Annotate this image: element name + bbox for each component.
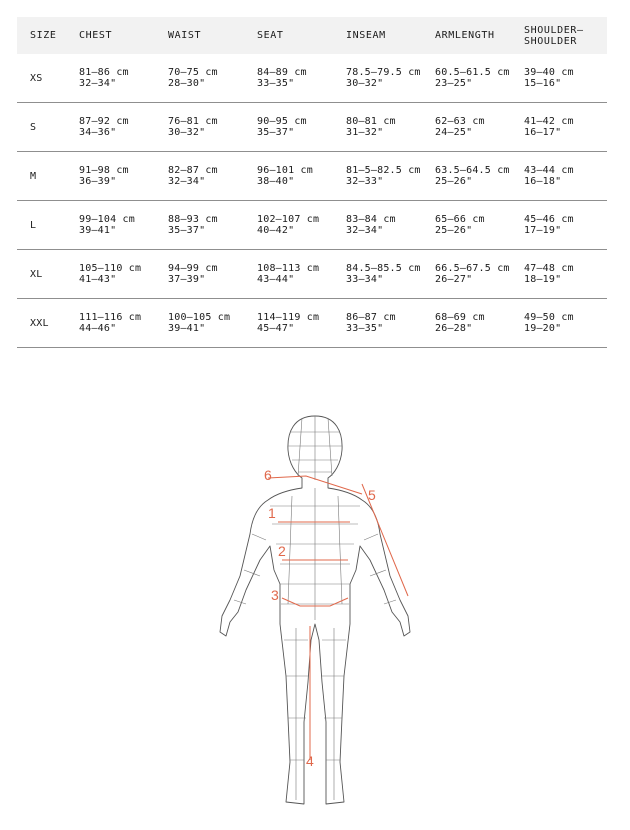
armlength-in: 25–26" xyxy=(435,176,473,187)
waist-cell xyxy=(168,54,218,102)
waist-cm: 100–105 cm xyxy=(168,312,231,323)
header-chest-label: CHEST xyxy=(79,30,113,41)
waist-cm: 88–93 cm xyxy=(168,214,218,225)
shoulder-cell xyxy=(524,103,574,151)
seat-in: 33–35" xyxy=(257,78,295,89)
size-cell xyxy=(30,250,42,298)
waist-cell xyxy=(168,152,218,200)
armlength-cm: 62–63 cm xyxy=(435,116,485,127)
size-chart-table xyxy=(17,17,607,348)
seat-in: 35–37" xyxy=(257,127,295,138)
chest-cm: 81–86 cm xyxy=(79,67,129,78)
chest-cm: 99–104 cm xyxy=(79,214,135,225)
table-row xyxy=(17,299,607,348)
chest-cell xyxy=(79,54,129,102)
header-armlength-label: ARMLENGTH xyxy=(435,30,495,41)
shoulder-cell xyxy=(524,201,574,249)
seat-in: 38–40" xyxy=(257,176,295,187)
chest-cell xyxy=(79,152,129,200)
header-shoulder xyxy=(524,17,584,54)
chest-cell xyxy=(79,299,141,347)
table-row xyxy=(17,201,607,250)
chest-cm: 105–110 cm xyxy=(79,263,142,274)
chest-in: 36–39" xyxy=(79,176,117,187)
waist-in: 32–34" xyxy=(168,176,206,187)
seat-in: 40–42" xyxy=(257,225,295,236)
shoulder-cell xyxy=(524,250,574,298)
chest-cm: 91–98 cm xyxy=(79,165,129,176)
armlength-cell xyxy=(435,201,485,249)
inseam-cell xyxy=(346,152,421,200)
header-shoulder-label-line2: SHOULDER xyxy=(524,35,577,47)
header-waist-label: WAIST xyxy=(168,30,202,41)
inseam-cm: 81–5–82.5 cm xyxy=(346,165,421,176)
seat-cm: 114–119 cm xyxy=(257,312,320,323)
inseam-cm: 86–87 cm xyxy=(346,312,396,323)
size-label: L xyxy=(30,219,37,231)
armlength-cm: 66.5–67.5 cm xyxy=(435,263,510,274)
inseam-in: 32–34" xyxy=(346,225,384,236)
header-shoulder-label-line1: SHOULDER– xyxy=(524,24,584,36)
measurement-figure xyxy=(180,400,450,820)
mannequin-illustration xyxy=(180,400,450,820)
armlength-cell xyxy=(435,103,485,151)
seat-cm: 96–101 cm xyxy=(257,165,313,176)
header-inseam xyxy=(346,17,386,54)
inseam-in: 33–34" xyxy=(346,274,384,285)
marker-2: 2 xyxy=(278,543,286,559)
inseam-cell xyxy=(346,299,396,347)
waist-in: 30–32" xyxy=(168,127,206,138)
shoulder-cell xyxy=(524,299,574,347)
inseam-cm: 83–84 cm xyxy=(346,214,396,225)
marker-5: 5 xyxy=(368,487,376,503)
marker-6: 6 xyxy=(264,467,272,483)
measurement-lines xyxy=(268,476,408,760)
armlength-cell xyxy=(435,299,485,347)
header-inseam-label: INSEAM xyxy=(346,30,386,41)
seat-cm: 84–89 cm xyxy=(257,67,307,78)
inseam-cm: 84.5–85.5 cm xyxy=(346,263,421,274)
inseam-cell xyxy=(346,250,421,298)
shoulder-cm: 47–48 cm xyxy=(524,263,574,274)
seat-cell xyxy=(257,299,319,347)
shoulder-cm: 39–40 cm xyxy=(524,67,574,78)
armlength-in: 24–25" xyxy=(435,127,473,138)
seat-cell xyxy=(257,54,307,102)
waist-cm: 76–81 cm xyxy=(168,116,218,127)
size-cell xyxy=(30,103,36,151)
table-row xyxy=(17,152,607,201)
chest-cm: 87–92 cm xyxy=(79,116,129,127)
header-size xyxy=(30,17,56,54)
size-cell xyxy=(30,201,36,249)
armlength-in: 26–27" xyxy=(435,274,473,285)
header-waist xyxy=(168,17,201,54)
armlength-cm: 65–66 cm xyxy=(435,214,485,225)
table-header-row xyxy=(17,17,607,54)
waist-in: 35–37" xyxy=(168,225,206,236)
waist-in: 28–30" xyxy=(168,78,206,89)
armlength-cell xyxy=(435,250,510,298)
mannequin-outline xyxy=(220,416,410,804)
inseam-cm: 78.5–79.5 cm xyxy=(346,67,421,78)
waist-in: 39–41" xyxy=(168,323,206,334)
seat-cm: 102–107 cm xyxy=(257,214,320,225)
shoulder-cm: 49–50 cm xyxy=(524,312,574,323)
size-label: S xyxy=(30,121,37,133)
seat-cell xyxy=(257,103,307,151)
armlength-in: 25–26" xyxy=(435,225,473,236)
header-armlength xyxy=(435,17,495,54)
chest-in: 34–36" xyxy=(79,127,117,138)
size-label: XS xyxy=(30,72,43,84)
seat-cell xyxy=(257,152,313,200)
table-row xyxy=(17,54,607,103)
waist-cm: 70–75 cm xyxy=(168,67,218,78)
waist-cell xyxy=(168,103,218,151)
header-size-label: SIZE xyxy=(30,30,57,41)
size-cell xyxy=(30,299,49,347)
inseam-cell xyxy=(346,201,396,249)
armlength-in: 23–25" xyxy=(435,78,473,89)
chest-in: 39–41" xyxy=(79,225,117,236)
chest-in: 44–46" xyxy=(79,323,117,334)
waist-cm: 94–99 cm xyxy=(168,263,218,274)
waist-cell xyxy=(168,201,218,249)
inseam-cell xyxy=(346,103,396,151)
marker-3: 3 xyxy=(271,587,279,603)
seat-cm: 90–95 cm xyxy=(257,116,307,127)
size-label: XL xyxy=(30,268,43,280)
seat-cm: 108–113 cm xyxy=(257,263,320,274)
waist-cm: 82–87 cm xyxy=(168,165,218,176)
table-row xyxy=(17,250,607,299)
chest-in: 41–43" xyxy=(79,274,117,285)
shoulder-in: 15–16" xyxy=(524,78,562,89)
inseam-cm: 80–81 cm xyxy=(346,116,396,127)
inseam-cell xyxy=(346,54,421,102)
inseam-in: 31–32" xyxy=(346,127,384,138)
seat-cell xyxy=(257,201,319,249)
shoulder-cm: 41–42 cm xyxy=(524,116,574,127)
size-cell xyxy=(30,54,42,102)
seat-cell xyxy=(257,250,319,298)
inseam-in: 30–32" xyxy=(346,78,384,89)
shoulder-in: 16–17" xyxy=(524,127,562,138)
armlength-in: 26–28" xyxy=(435,323,473,334)
shoulder-in: 16–18" xyxy=(524,176,562,187)
waist-cell xyxy=(168,250,218,298)
chest-in: 32–34" xyxy=(79,78,117,89)
shoulder-cell xyxy=(524,54,574,102)
chest-cell xyxy=(79,103,129,151)
shoulder-cm: 45–46 cm xyxy=(524,214,574,225)
size-cell xyxy=(30,152,36,200)
header-chest xyxy=(79,17,112,54)
seat-in: 45–47" xyxy=(257,323,295,334)
header-seat xyxy=(257,17,283,54)
chest-cm: 111–116 cm xyxy=(79,312,142,323)
size-label: XXL xyxy=(30,317,49,329)
header-seat-label: SEAT xyxy=(257,30,284,41)
waist-cell xyxy=(168,299,230,347)
table-row xyxy=(17,103,607,152)
armlength-cm: 63.5–64.5 cm xyxy=(435,165,510,176)
armlength-cell xyxy=(435,152,510,200)
chest-cell xyxy=(79,201,135,249)
shoulder-in: 19–20" xyxy=(524,323,562,334)
shoulder-cell xyxy=(524,152,574,200)
armlength-cm: 60.5–61.5 cm xyxy=(435,67,510,78)
armlength-cell xyxy=(435,54,510,102)
chest-cell xyxy=(79,250,141,298)
seat-in: 43–44" xyxy=(257,274,295,285)
waist-in: 37–39" xyxy=(168,274,206,285)
shoulder-cm: 43–44 cm xyxy=(524,165,574,176)
armlength-cm: 68–69 cm xyxy=(435,312,485,323)
inseam-in: 33–35" xyxy=(346,323,384,334)
size-label: M xyxy=(30,170,37,182)
shoulder-in: 17–19" xyxy=(524,225,562,236)
marker-1: 1 xyxy=(268,505,276,521)
shoulder-in: 18–19" xyxy=(524,274,562,285)
inseam-in: 32–33" xyxy=(346,176,384,187)
marker-4: 4 xyxy=(306,753,314,769)
